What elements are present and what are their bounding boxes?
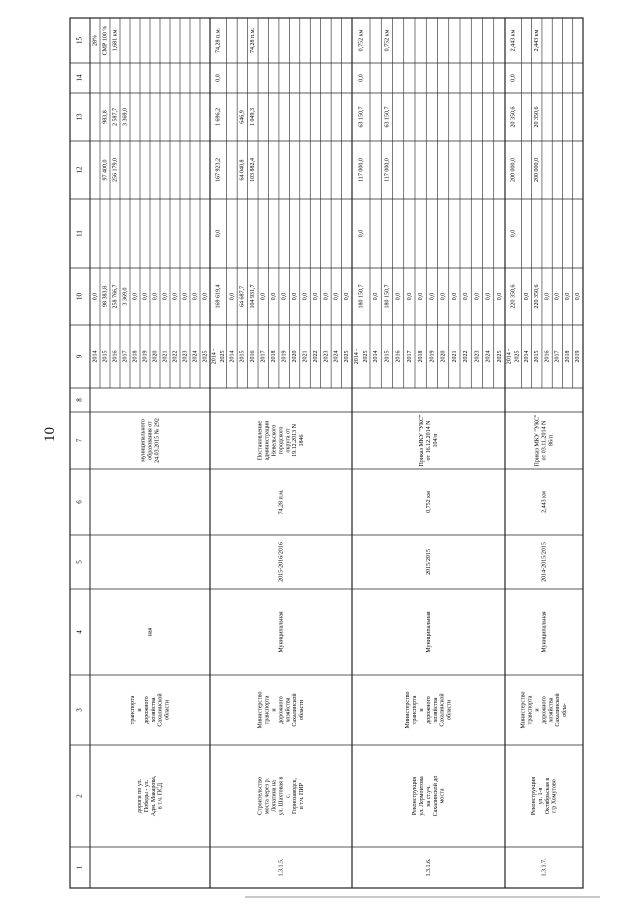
value-cell: 0,0 xyxy=(291,292,298,301)
year-cell: 2014 xyxy=(92,350,99,363)
value-cell: 0,0 xyxy=(373,292,379,301)
value-cell: 258 766,7 xyxy=(112,284,119,309)
year-cell: 2022 xyxy=(312,350,319,363)
year-cell: 2023 xyxy=(182,350,189,363)
value-cell: 0,0 xyxy=(510,229,517,238)
object-name: Горнозаводск, xyxy=(292,778,299,814)
value-cell: 0,0 xyxy=(463,292,469,301)
document: образования от xyxy=(147,421,154,460)
value-cell: 0,0 xyxy=(312,292,319,301)
capacity: 74,28 п.м. xyxy=(278,489,285,515)
value-cell: 0,752 км xyxy=(384,29,391,52)
year-cell: 2020 xyxy=(152,350,159,363)
year-cell: 2014 xyxy=(229,350,236,363)
row-number: 1.3.1.5. xyxy=(278,858,285,877)
year-cell: 2025 xyxy=(202,350,209,363)
year-cell: 2020 xyxy=(291,350,298,363)
year-cell: 2019 xyxy=(429,350,436,363)
year-cell: 2016 xyxy=(395,350,402,363)
document: от 16.12.2014 N xyxy=(425,420,432,461)
value-cell: 0,0 xyxy=(358,229,365,238)
year-cell: 2017 xyxy=(260,350,267,363)
value-cell: 2,443 км xyxy=(510,29,517,52)
value-cell: 646,9 xyxy=(239,110,246,124)
year-cell: 2015 xyxy=(239,350,246,363)
executor: транспорта xyxy=(264,695,271,725)
value-cell: 0,0 xyxy=(271,292,278,301)
year-cell: 2018 xyxy=(271,350,278,363)
object-name: Победы - ул. xyxy=(143,779,150,813)
year-cell: 2017 xyxy=(554,350,561,363)
year-cell: 2022 xyxy=(172,350,179,363)
value-cell: 0,0 xyxy=(202,292,209,301)
executor: Сахалинской xyxy=(555,693,562,727)
object-name: ул. Лермонтова xyxy=(418,776,425,816)
value-cell: 0,0 xyxy=(162,292,169,301)
value-cell: 0,0 xyxy=(281,292,288,301)
document: 1846 xyxy=(299,434,306,447)
executor: транспорта xyxy=(130,695,137,725)
value-cell: 0,0 xyxy=(152,292,159,301)
object-name: с. xyxy=(285,793,292,799)
year-cell: 2016 xyxy=(112,350,119,363)
year-cell: 2018 xyxy=(418,350,424,363)
object-name: моста через р. xyxy=(264,777,271,815)
value-cell: 256 179,0 xyxy=(112,158,119,182)
executor: дорожного xyxy=(143,696,150,724)
object-name: г/р Хомутово xyxy=(551,779,558,813)
executor: дорожного xyxy=(278,696,285,724)
document: муниципального xyxy=(140,419,147,462)
value-cell: 0,0 xyxy=(564,292,571,301)
year-cell: 2020 xyxy=(440,350,447,363)
year-cell: 2024 xyxy=(485,350,492,363)
executor: обла- xyxy=(562,703,569,717)
document: 104/п xyxy=(432,433,439,448)
year-cell: 2019 xyxy=(575,350,582,363)
object-name: Сахалинской до xyxy=(432,775,439,817)
year-cell: 2023 xyxy=(474,350,481,363)
document: Приказ МКУ "УКС" xyxy=(534,414,541,467)
value-cell: 117 000,0 xyxy=(384,158,391,182)
value-cell: 0,0 xyxy=(474,292,481,301)
value-cell: 0,0 xyxy=(485,292,492,301)
value-cell: 167 923,2 xyxy=(215,158,222,182)
value-cell: 200 000,0 xyxy=(534,158,541,182)
value-cell: 180 150,7 xyxy=(384,284,391,309)
executor: хозяйства xyxy=(548,697,555,723)
value-cell: 104 931,7 xyxy=(250,284,257,309)
value-cell: 64 687,7 xyxy=(239,286,246,307)
executor: хозяйства xyxy=(150,697,157,723)
document: Невельского xyxy=(271,424,278,457)
value-cell: 0,0 xyxy=(554,292,561,301)
year-cell: 2015 xyxy=(102,350,109,363)
executor: и xyxy=(271,708,278,712)
column-number: 13 xyxy=(75,113,84,121)
value-cell: 200 000,0 xyxy=(510,158,517,182)
value-cell: 63 150,7 xyxy=(358,106,365,128)
column-number: 7 xyxy=(75,438,84,443)
value-cell: 0,0 xyxy=(429,292,436,301)
value-cell: 97 400,0 xyxy=(102,159,109,181)
year-cell: 2025 xyxy=(344,350,351,363)
year-cell: 2025 xyxy=(514,350,521,363)
year-cell: 2014 xyxy=(373,350,379,363)
page-number: 10 xyxy=(42,427,58,442)
row-number: 1.3.1.6. xyxy=(425,858,432,877)
object-name: Адм. Макарова, xyxy=(150,775,157,817)
document: 24.03.2015 № 292 xyxy=(154,418,161,463)
column-number: 10 xyxy=(75,293,84,300)
value-cell: 0,0 xyxy=(544,292,551,301)
value-cell: 0,0 xyxy=(172,292,179,301)
value-cell: 0,0 xyxy=(92,292,99,301)
object-name: Реконструкция xyxy=(412,776,419,816)
executor: и xyxy=(418,708,425,712)
year-cell: 2014 - xyxy=(506,348,513,365)
document: Постановление xyxy=(257,420,264,461)
year-cell: 2025 xyxy=(496,350,503,363)
ownership: Муниципальная xyxy=(541,611,548,653)
executor: области xyxy=(164,699,171,721)
value-cell: 169 619,4 xyxy=(215,284,222,309)
executor: области xyxy=(299,699,306,721)
column-number: 9 xyxy=(75,354,84,359)
column-number: 1 xyxy=(75,865,84,870)
value-cell: 74,28 п.м. xyxy=(250,27,257,54)
column-number: 4 xyxy=(75,630,84,634)
executor: Сахалинской xyxy=(157,693,164,727)
value-cell: 20 350,6 xyxy=(510,106,517,128)
value-cell: 0,0 xyxy=(323,292,330,301)
year-cell: 2023 xyxy=(323,350,330,363)
value-cell: 0,0 xyxy=(215,74,222,82)
year-cell: 2021 xyxy=(302,350,309,363)
column-number: 3 xyxy=(75,708,84,712)
value-cell: 0,0 xyxy=(510,74,517,82)
year-cell: 2014 xyxy=(523,350,530,363)
executor: хозяйства xyxy=(285,697,292,723)
year-cell: 2018 xyxy=(132,350,139,363)
value-cell: 0,0 xyxy=(418,292,424,301)
column-number: 12 xyxy=(75,166,84,174)
value-cell: 0,0 xyxy=(302,292,309,301)
executor: дорожного xyxy=(541,696,548,724)
value-cell: 0,0 xyxy=(333,292,340,301)
value-cell: 0,0 xyxy=(451,292,458,301)
value-cell: 0,0 xyxy=(344,292,351,301)
document: Приказ МКУ "УКС" xyxy=(418,414,425,467)
object-name: Октябрьская в xyxy=(544,777,551,815)
years-span: 2014-2015/2015 xyxy=(541,542,548,582)
executor: Сахалинской xyxy=(439,693,446,727)
year-cell: 2022 xyxy=(463,350,469,363)
value-cell: 2,443 км xyxy=(534,29,541,52)
object-name: Лопатина на xyxy=(271,780,278,812)
column-number: 8 xyxy=(75,398,84,402)
value-cell: 103 882,4 xyxy=(250,158,257,183)
years-span: 2015/2015 xyxy=(425,549,432,575)
column-number: 14 xyxy=(75,74,84,82)
value-cell: 1 696,2 xyxy=(215,108,222,126)
value-cell: 0,0 xyxy=(395,292,402,301)
object-name: в т.ч. ПИР xyxy=(299,782,306,810)
executor: дорожного xyxy=(425,696,432,724)
row-number: 1.3.1.7. xyxy=(541,858,548,877)
document: округа от xyxy=(285,428,292,453)
year-cell: 2021 xyxy=(162,350,169,363)
value-cell: 117 000,0 xyxy=(358,158,365,182)
value-cell: 0,0 xyxy=(132,292,139,301)
ownership: ная xyxy=(147,627,154,637)
executor: и xyxy=(137,708,144,712)
executor: Министерство xyxy=(520,691,527,729)
year-cell: 2015 xyxy=(384,350,391,363)
value-cell: 0,0 xyxy=(358,74,365,82)
ownership: Муниципальная xyxy=(425,611,432,653)
value-cell: 98 383,8 xyxy=(102,286,109,307)
object-name: на ст.уч. xyxy=(425,785,432,807)
year-cell: 2017 xyxy=(122,350,129,363)
year-cell: 2025 xyxy=(362,350,369,363)
value-cell: 0,0 xyxy=(215,229,222,238)
value-cell: 0,0 xyxy=(229,292,236,301)
year-cell: 2021 xyxy=(451,350,458,363)
object-name: дороги по ул. xyxy=(137,778,144,814)
value-cell: 180 150,7 xyxy=(358,284,365,309)
value-cell: 2 587,7 xyxy=(112,108,119,126)
capacity: 0,752 км xyxy=(425,491,432,513)
object-name: Реконструкция xyxy=(531,776,538,816)
value-cell: 0,0 xyxy=(406,292,413,301)
year-cell: 2019 xyxy=(281,350,288,363)
year-cell: 2014 - xyxy=(353,348,360,365)
object-name: моста xyxy=(439,788,446,804)
executor: транспорта xyxy=(412,695,419,725)
object-name: ул. 1-я xyxy=(537,787,544,805)
value-cell: 3 369,0 xyxy=(122,108,129,126)
year-cell: 2025 xyxy=(219,350,226,363)
year-cell: 2019 xyxy=(142,350,149,363)
ownership: Муниципальная xyxy=(278,611,285,653)
executor: хозяйства xyxy=(432,697,439,723)
value-cell: 20 350,6 xyxy=(534,106,541,128)
executor: Министерство xyxy=(257,691,264,729)
value-cell: СМР 100 % xyxy=(102,25,109,56)
value-cell: 220 350,6 xyxy=(534,284,541,309)
value-cell: 1,681 км xyxy=(112,29,119,52)
document: 86/п xyxy=(548,435,555,446)
object-name: Строительство xyxy=(257,777,264,815)
value-cell: 0,0 xyxy=(260,292,267,301)
value-cell: 1 049,3 xyxy=(250,108,257,127)
value-cell: 28% xyxy=(92,35,99,46)
year-cell: 2014 - xyxy=(211,348,218,365)
value-cell: 0,0 xyxy=(523,292,530,301)
object-name: в т.ч. ПСД xyxy=(157,782,164,810)
value-cell: 0,0 xyxy=(182,292,189,301)
column-number: 11 xyxy=(75,230,84,237)
document: администрации xyxy=(264,420,271,461)
value-cell: 74,28 п.м. xyxy=(215,27,222,54)
years-span: 2015-2016/2016 xyxy=(278,542,285,582)
value-cell: 0,0 xyxy=(496,292,503,301)
executor: области xyxy=(446,699,453,721)
value-cell: 0,752 км xyxy=(358,29,365,52)
capacity: 2,443 км xyxy=(541,491,548,513)
value-cell: 3 369,0 xyxy=(122,287,129,306)
object-name: ул. Шахтовая в xyxy=(278,776,285,816)
year-cell: 2016 xyxy=(544,350,551,363)
value-cell: 0,0 xyxy=(575,292,582,301)
column-number: 2 xyxy=(75,794,84,798)
value-cell: 0,0 xyxy=(440,292,447,301)
value-cell: 220 350,6 xyxy=(510,284,517,309)
year-cell: 2016 xyxy=(250,350,257,363)
document: 19.12.2013 N xyxy=(292,424,299,457)
executor: Министерство xyxy=(405,691,412,729)
year-cell: 2017 xyxy=(406,350,413,363)
value-cell: 63 150,7 xyxy=(384,106,391,128)
value-cell: 0,0 xyxy=(192,292,199,301)
column-number: 6 xyxy=(75,500,84,504)
year-cell: 2024 xyxy=(192,350,199,363)
executor: транспорта xyxy=(527,695,534,725)
column-number: 15 xyxy=(75,37,84,44)
value-cell: 0,0 xyxy=(142,292,149,301)
document: городского xyxy=(278,426,285,455)
year-cell: 2018 xyxy=(564,350,571,363)
executor: и xyxy=(534,708,541,712)
column-number: 5 xyxy=(75,560,84,564)
value-cell: 983,8 xyxy=(102,110,109,124)
document: от 03.11.2014 N xyxy=(541,420,548,461)
year-cell: 2024 xyxy=(333,350,340,363)
year-cell: 2015 xyxy=(534,350,541,363)
executor: Сахалинской xyxy=(292,693,299,727)
value-cell: 64 040,8 xyxy=(239,159,246,181)
